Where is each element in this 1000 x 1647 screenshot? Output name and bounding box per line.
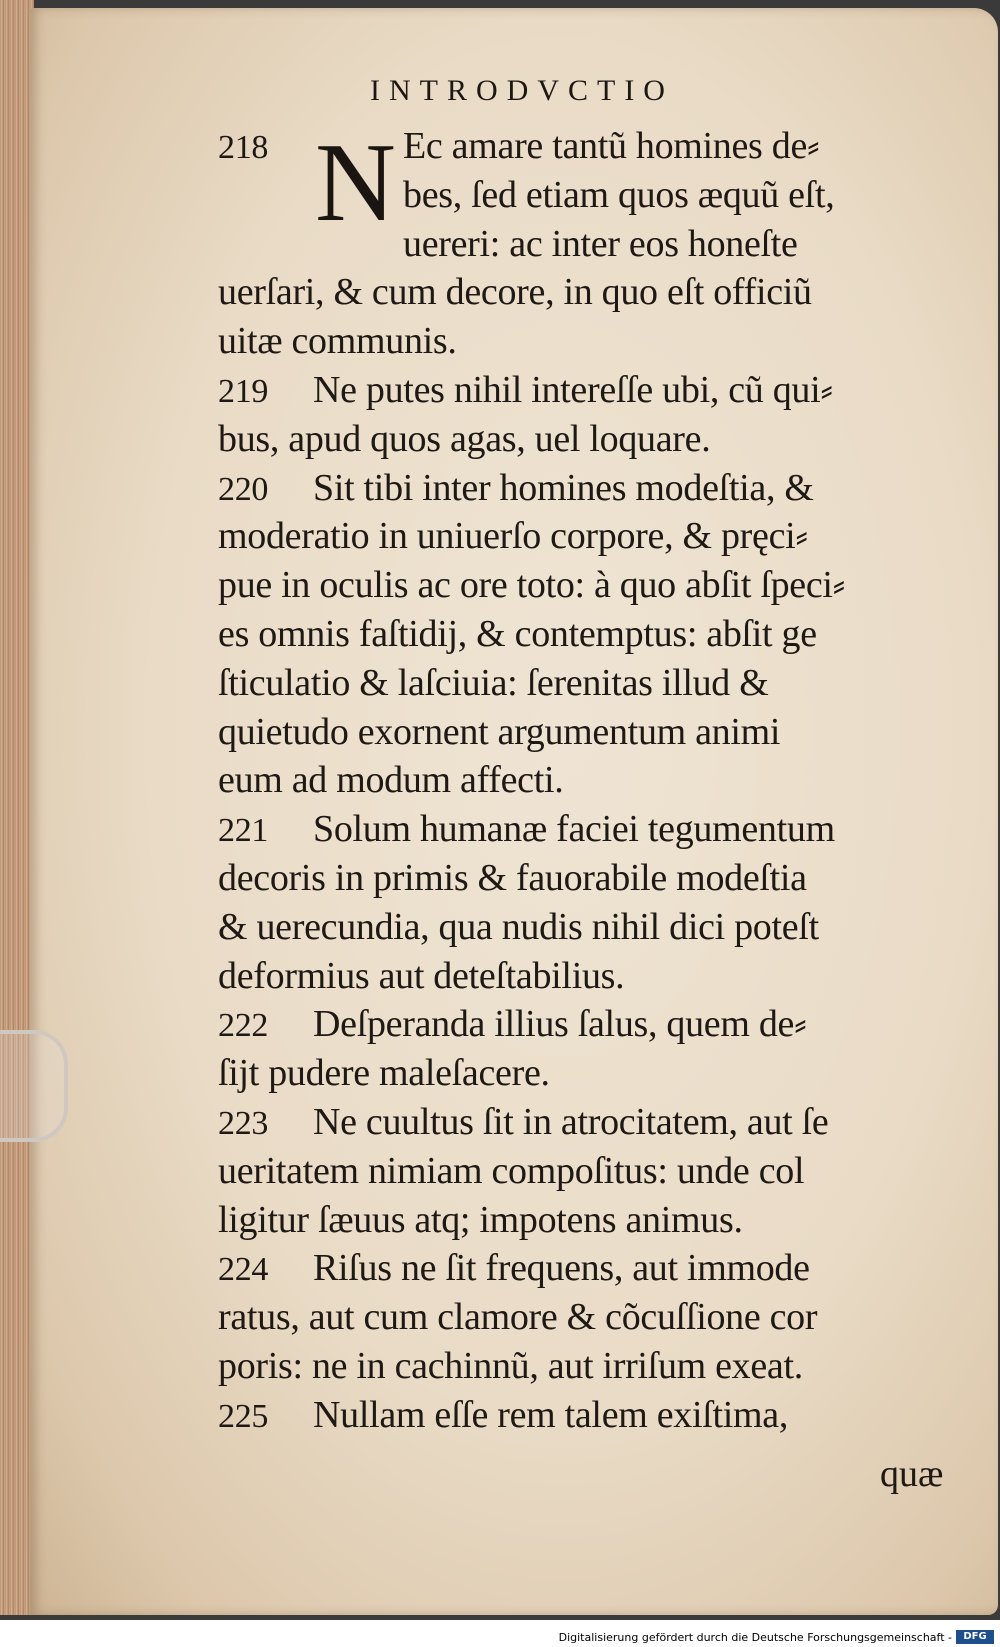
text-line: [218, 561, 958, 610]
paragraph-number: 224: [218, 1251, 269, 1289]
paragraph-number: 220: [218, 470, 269, 508]
line-text: eum ad modum affecti.: [218, 759, 564, 802]
paragraph-number: 223: [218, 1104, 269, 1142]
line-text: bus, apud quos agas, uel loquare.: [218, 417, 711, 460]
line-text: uereri: ac inter eos honeſte: [403, 222, 798, 265]
text-line: [218, 1342, 958, 1391]
text-line: [218, 1293, 958, 1342]
running-head: INTRODVCTIO: [370, 74, 674, 107]
paragraph-number: 221: [218, 812, 269, 850]
footer-credit: Digitalisierung gefördert durch die Deutsche Forschungsgemeinschaft -: [558, 1631, 952, 1644]
text-line: [218, 317, 958, 366]
line-text: Ne putes nihil intereſſe ubi, cũ qui⸗: [313, 368, 833, 411]
text-line: [218, 659, 958, 708]
text-line: [218, 952, 958, 1001]
line-text: poris: ne in cachinnũ, aut irriſum exeat.: [218, 1344, 803, 1387]
line-text: Ec amare tantũ homines de⸗: [403, 125, 820, 167]
text-line: [218, 1391, 958, 1440]
line-text: pue in oculis ac ore toto: à quo abſit ſpeci⸗: [218, 564, 846, 607]
text-line: [218, 1147, 958, 1196]
catchword: quæ: [880, 1453, 944, 1495]
line-text: es omnis faſtidij, & contemptus: abſit ge: [218, 612, 817, 655]
text-line: [218, 366, 958, 415]
line-text: ſijt pudere maleſacere.: [218, 1052, 550, 1095]
text-line: [218, 1098, 958, 1147]
text-line: [218, 512, 958, 561]
text-line: [218, 415, 958, 464]
line-text: Solum humanæ faciei tegumentum: [313, 808, 835, 851]
book-clasp: [0, 1030, 68, 1142]
line-text: deformius aut deteſtabilius.: [218, 954, 625, 997]
line-text: ueritatem nimiam compoſitus: unde col: [218, 1149, 805, 1192]
line-text: Ne cuultus ſit in atrocitatem, aut ſe: [313, 1100, 829, 1143]
line-text: uitæ communis.: [218, 320, 457, 363]
line-text: Deſperanda illius ſalus, quem de⸗: [313, 1003, 807, 1046]
line-text: ſticulatio & laſciuia: ſerenitas illud &: [218, 661, 769, 704]
paragraph-number: 225: [218, 1397, 269, 1435]
paragraph-number: 219: [218, 372, 269, 410]
text-line: [218, 903, 958, 952]
text-line: [218, 805, 958, 854]
line-text: uerſari, & cum decore, in quo eſt officiũ: [218, 271, 812, 314]
text-line: [218, 756, 958, 805]
text-line: [218, 1196, 958, 1245]
book-edge: [0, 0, 34, 1615]
text-line: [218, 220, 958, 269]
dfg-logo: DFG: [956, 1630, 994, 1644]
line-text: ratus, aut cum clamore & cõcuſſione cor: [218, 1296, 818, 1339]
line-text: Nullam eſſe rem talem exiſtima,: [313, 1393, 789, 1436]
text-line: [218, 268, 958, 317]
text-line: [218, 1244, 958, 1293]
drop-cap: N: [315, 121, 396, 245]
text-line: [218, 171, 958, 220]
line-text: Sit tibi inter homines modeſtia, &: [313, 466, 814, 509]
text-line: [218, 1049, 958, 1098]
line-text: Riſus ne ſit frequens, aut immode: [313, 1247, 810, 1290]
text-line: [218, 708, 958, 757]
paragraph-number: 222: [218, 1007, 269, 1045]
line-text: ligitur ſæuus atq; impotens animus.: [218, 1198, 743, 1241]
line-text: & uerecundia, qua nudis nihil dici poteſt: [218, 905, 819, 948]
text-line: [218, 610, 958, 659]
line-text: bes, ſed etiam quos æquũ eſt,: [403, 173, 835, 216]
line-text: moderatio in uniuerſo corpore, & pręci⸗: [218, 515, 808, 558]
text-block: [218, 122, 958, 1440]
text-line: [218, 122, 958, 171]
line-text: decoris in primis & fauorabile modeſtia: [218, 856, 807, 899]
line-text: quietudo exornent argumentum animi: [218, 710, 781, 753]
text-line: [218, 464, 958, 513]
text-line: [218, 1000, 958, 1049]
paragraph-number: 218: [218, 129, 269, 166]
text-line: [218, 854, 958, 903]
